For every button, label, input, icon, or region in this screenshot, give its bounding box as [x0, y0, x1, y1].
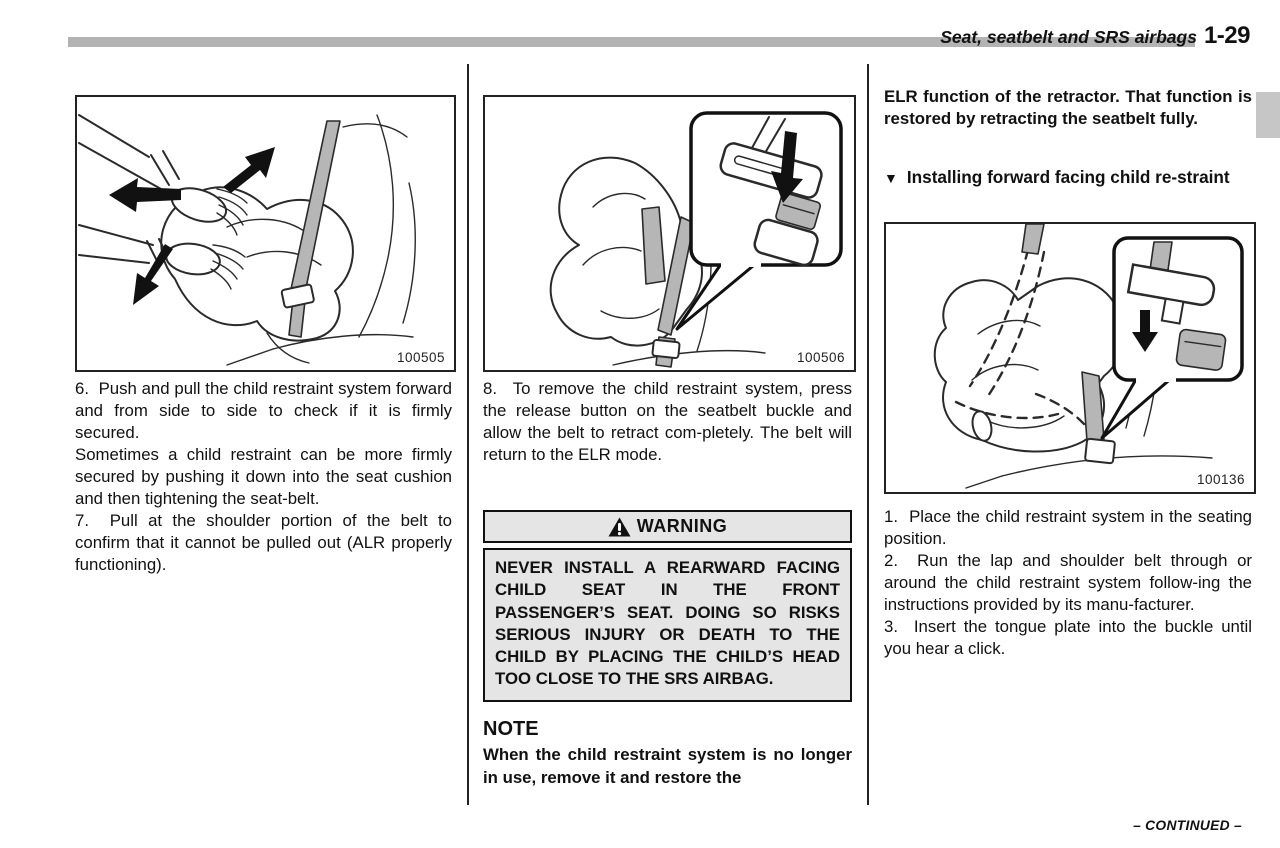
child-seat-buckle-release-illustration: [485, 97, 854, 370]
step-8-text: 8. To remove the child restraint system, press the release button on the seatbelt buckle and allow the belt to retract com-pletely. The belt will return to the ELR mode.: [483, 379, 852, 464]
note-title: NOTE: [483, 718, 539, 740]
figure-forward-facing-install: [884, 222, 1256, 494]
elr-function-text: ELR function of the retractor. That function is restored by retracting the seatbelt fully.: [884, 87, 1252, 128]
arrow-left-icon: [109, 178, 181, 212]
header-section-title: Seat, seatbelt and SRS airbags: [940, 27, 1197, 47]
note-body-text: When the child restraint system is no longer in use, remove it and restore the: [483, 745, 852, 787]
figure-number: 100136: [1196, 472, 1245, 487]
column-divider-left: [467, 64, 469, 805]
note-section: [483, 718, 852, 789]
step-6-text: 6. Push and pull the child restraint system forward and from side to side to check if it is firmly secured.: [75, 379, 452, 442]
warning-body-text: NEVER INSTALL A REARWARD FACING CHILD SEAT IN THE FRONT PASSENGER’S SEAT. DOING SO RISKS SERIOUS INJURY OR DEATH TO THE CHILD BY PLACING THE CHILD’S HEAD TOO CLOSE TO THE SRS AIRBAG.: [483, 548, 852, 702]
section-heading-text: Installing forward facing child re-straint: [906, 167, 1230, 187]
page-header: [940, 22, 1250, 50]
elr-paragraph: [884, 86, 1252, 130]
middle-column-text: [483, 378, 852, 466]
figure-push-pull-child-seat: [75, 95, 456, 372]
figure-number: 100506: [796, 350, 845, 365]
section-heading: [884, 166, 1252, 190]
figure-release-buckle: [483, 95, 856, 372]
sometimes-note-text: Sometimes a child restraint can be more firmly secured by pushing it down into the seat cushion and then tightening the seat-belt.: [75, 445, 452, 508]
figure-number: 100505: [396, 350, 445, 365]
column-divider-right: [867, 64, 869, 805]
warning-triangle-icon: [608, 517, 631, 537]
arrow-up-right-icon: [223, 147, 275, 193]
step-1-text: 1. Place the child restraint system in the seating position.: [884, 507, 1252, 548]
step-7-text: 7. Pull at the shoulder portion of the belt to confirm that it cannot be pulled out (ALR properly functioning).: [75, 511, 452, 574]
step-2-text: 2. Run the lap and shoulder belt through or around the child restraint system follow-ing the instructions provided by its manu-facturer.: [884, 551, 1252, 614]
triangle-marker-icon: ▼: [884, 170, 898, 186]
step-3-text: 3. Insert the tongue plate into the buckle until you hear a click.: [884, 617, 1252, 658]
right-column-steps: [884, 506, 1252, 660]
chapter-edge-tab: [1256, 92, 1280, 138]
child-seat-push-pull-illustration: [77, 97, 454, 370]
warning-box: [483, 510, 852, 702]
warning-header: [483, 510, 852, 543]
left-column-text: [75, 378, 452, 576]
header-page-number: 1-29: [1203, 22, 1250, 49]
forward-facing-child-seat-illustration: [886, 224, 1254, 492]
continued-marker: – CONTINUED –: [1133, 818, 1242, 833]
warning-title: WARNING: [636, 516, 728, 536]
